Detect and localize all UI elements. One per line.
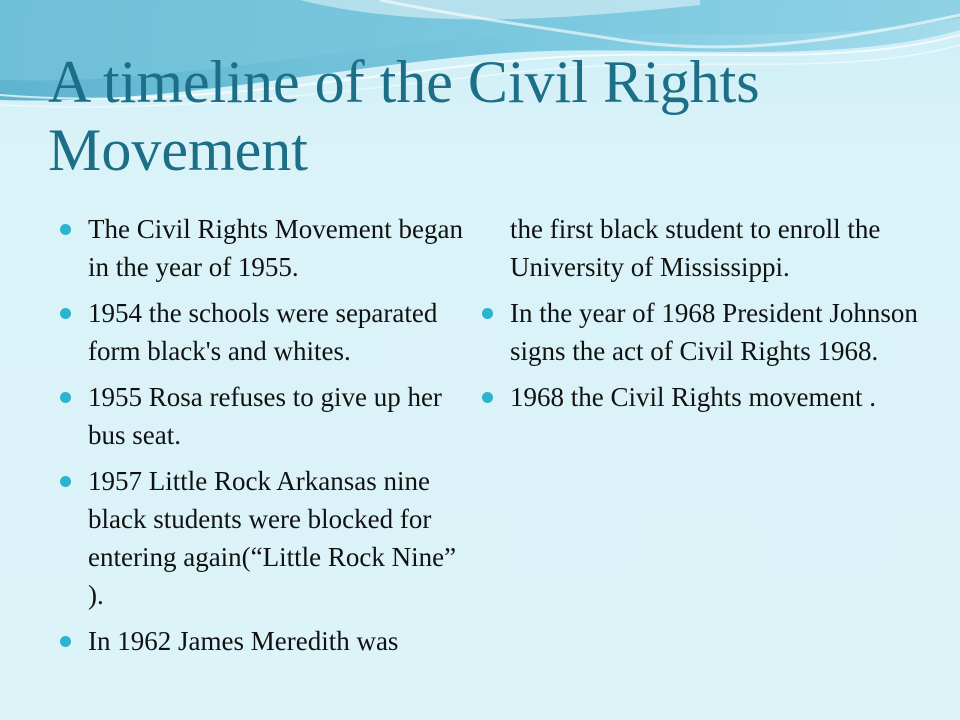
list-item <box>480 294 920 370</box>
list-item-continuation <box>480 210 920 286</box>
list-item-text: In 1962 James Meredith was <box>88 626 399 656</box>
list-item <box>480 378 920 416</box>
list-item-text: In the year of 1968 President Johnson signs the act of Civil Rights 1968. <box>510 298 918 366</box>
bullet-icon <box>60 476 71 487</box>
left-bullet-list <box>58 210 468 668</box>
bullet-icon <box>60 308 71 319</box>
list-item-text: 1968 the Civil Rights movement . <box>510 382 876 412</box>
right-bullet-list <box>480 210 920 424</box>
list-item-text: The Civil Rights Movement began in the year of 1955. <box>88 214 463 282</box>
list-item <box>58 210 468 286</box>
bullet-icon <box>60 636 71 647</box>
list-item <box>58 378 468 454</box>
list-item-text: 1955 Rosa refuses to give up her bus seat. <box>88 382 442 450</box>
list-item <box>58 622 468 660</box>
list-item <box>58 462 468 614</box>
bullet-icon <box>60 224 71 235</box>
list-item-text: 1957 Little Rock Arkansas nine black students were blocked for entering again(“Little Rock Nine” ). <box>88 466 457 610</box>
bullet-icon <box>482 392 493 403</box>
bullet-icon <box>60 392 71 403</box>
list-item <box>58 294 468 370</box>
slide-title: A timeline of the Civil Rights Movement <box>48 49 760 183</box>
list-item-text: 1954 the schools were separated form black's and whites. <box>88 298 438 366</box>
bullet-icon <box>482 308 493 319</box>
list-item-text: the first black student to enroll the University of Mississippi. <box>510 214 881 282</box>
